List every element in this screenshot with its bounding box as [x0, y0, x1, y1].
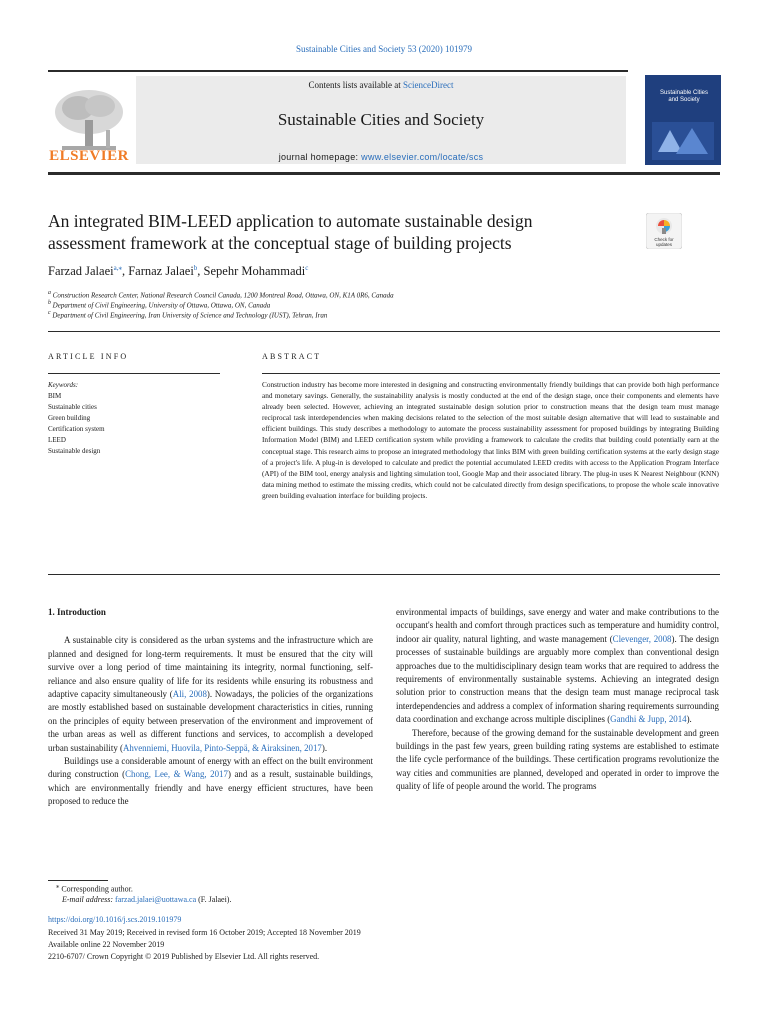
available-online-date: Available online 22 November 2019 — [48, 940, 165, 949]
check-for-updates-icon[interactable] — [646, 213, 682, 249]
affiliation-mark: c — [48, 310, 51, 316]
cover-title-line1: Sustainable Cities — [659, 90, 709, 96]
email-label: E-mail address: — [62, 895, 116, 904]
contents-line — [136, 80, 626, 90]
copyright-line: 2210-6707/ Crown Copyright © 2019 Published by Elsevier Ltd. All rights reserved. — [48, 952, 320, 961]
affiliation — [48, 300, 668, 309]
abstract-rule — [262, 373, 720, 374]
journal-homepage-link[interactable]: www.elsevier.com/locate/scs — [361, 152, 484, 162]
body-paragraph — [48, 634, 373, 755]
body-paragraph: Therefore, because of the growing demand for the sustainable development and green buildings in the past few years, green building rating systems are established to estimate the life cycle performance of the buildings. These certification programs revolutionize the way cities and communities are planned, developed and operated in order to improve the quality of life of people around the world. The programs — [396, 727, 719, 792]
author-affil-mark[interactable]: b — [193, 264, 198, 272]
check-badge-line2: updates — [655, 242, 673, 247]
journal-homepage-line — [136, 152, 626, 162]
footnote-star: ⁎ — [56, 883, 60, 890]
paragraph-text: ). The design processes of sustainable buildings are arguably more complex than conventional design approaches due to the multidisciplinary design team works that are required to address the requirements of environmentally sustainable systems. Achieving an integrated design solution prior to construction means that the design team must manage reciprocal task interdependencies and address a complex of information sharing requirements surrounding data coordination and exchange across multiple disciplines ( — [396, 633, 719, 725]
cover-graphic-icon — [652, 122, 714, 160]
abstract-heading: ABSTRACT — [262, 352, 322, 361]
keyword-item: Sustainable design — [48, 447, 101, 455]
keyword-item: BIM — [48, 392, 62, 400]
citation-link[interactable]: Chong, Lee, & Wang, 2017 — [125, 769, 228, 780]
check-badge-line1: Check for — [654, 237, 674, 242]
affiliation-text: Department of Civil Engineering, Iran University of Science and Technology (IUST), Tehran, Iran — [52, 311, 328, 320]
journal-cover-title — [650, 90, 718, 104]
keywords-block — [48, 380, 218, 457]
paragraph-text: ). — [321, 742, 328, 753]
header-bottom-rule — [48, 172, 720, 175]
footnote-rule — [48, 880, 108, 881]
author-name[interactable]: Farzad Jalaei — [48, 264, 114, 279]
paragraph-text: Buildings use a considerable amount of energy with an effect on the built environment during construction ( — [48, 756, 373, 780]
author-affil-mark[interactable]: a, — [113, 264, 119, 272]
affiliation — [48, 290, 668, 299]
author-list — [48, 264, 648, 279]
title-line-1: An integrated BIM-LEED application to automate sustainable design — [48, 211, 533, 231]
body-column-right — [396, 606, 719, 794]
affiliation — [48, 310, 668, 319]
cover-title-line2: and Society — [668, 97, 700, 103]
paragraph-text: environmental impacts of buildings, save energy and water and make contributions to the occupant's health and comfort through practices such as temperature and humidity control, indoor air quality, natural lighting, and waste management ( — [396, 607, 719, 644]
abstract-text: Construction industry has become more interested in designing and constructing environmentally friendly buildings that can provide both high performance and monetary savings. Generally, the sustainability analysis is mostly conducted at the end of the design stage, once their components and elements have already been selected. However, achieving an integrated sustainable design solution prior to construction means that the design team must manage reciprocal task interdependencies when making decisions related to the selection of the most suitable design alternative that will lead to sustainable and efficient buildings. This study describes a methodology to automate the process sustainability assessment for proposed buildings by integrating Building Information Model (BIM) and LEED certification system while providing a framework to calculate the credits that building could potentially earn at the conceptual stage. This research aims to propose an integrated methodology that links BIM with green building certification systems at the early design stage of a project's life. A plug-in is developed to calculate and predict the potential accumulated LEED credits with access to the Application Program Interface (API) of the BIM tool, energy analysis and lighting simulation tool, Google Map and their associated library. The plug-in uses K Nearest Neighbour (KNN) data mining method to estimate the missing credits, which could not be calculated directly from design specifications, to propose the whole scale innovative green building evaluation interface for building projects. — [262, 380, 719, 500]
footnote-text: Corresponding author. — [61, 884, 133, 894]
article-info-rule — [48, 373, 220, 374]
affiliation-mark: a — [48, 290, 51, 296]
keywords-label: Keywords: — [48, 381, 79, 389]
author-affil-mark[interactable]: c — [305, 264, 309, 272]
abstract-bottom-rule — [48, 574, 720, 575]
email-note — [62, 895, 231, 904]
email-link[interactable]: farzad.jalaei@uottawa.ca — [115, 895, 197, 904]
body-paragraph — [396, 606, 719, 727]
citation-link[interactable]: Gandhi & Jupp, 2014 — [610, 714, 687, 725]
homepage-prefix: journal homepage: — [278, 152, 362, 162]
paragraph-text: A sustainable city is considered as the urban systems and the infrastructure which are planned and designed for long-term requirements. It must be ensured that the city will survive over a long period of time maintaining its integrity, normal functioning, self-reliance and also ensure quality of life for its residents while ensuring its robustness and adaptive capacity simultaneously ( — [48, 635, 373, 700]
corresponding-author-note — [56, 882, 133, 894]
affiliation-text: Department of Civil Engineering, University of Ottawa, Ottawa, ON, Canada — [52, 301, 271, 310]
citation-link[interactable]: Ali, 2008 — [172, 689, 207, 700]
journal-title: Sustainable Cities and Society — [277, 110, 485, 129]
author-separator: , — [197, 264, 204, 279]
article-title — [48, 210, 638, 254]
author-name[interactable]: Sepehr Mohammadi — [203, 264, 306, 279]
author-separator: , — [121, 264, 129, 279]
keyword-item: LEED — [48, 436, 66, 444]
elsevier-wordmark: ELSEVIER — [49, 148, 129, 164]
sciencedirect-link[interactable]: ScienceDirect — [403, 80, 454, 90]
keyword-item: Certification system — [48, 425, 105, 433]
affiliations-rule — [48, 331, 720, 332]
author-name[interactable]: Farnaz Jalaei — [128, 264, 194, 279]
citation-link[interactable]: Ahvenniemi, Huovila, Pinto-Seppä, & Airaksinen, 2017 — [122, 742, 322, 753]
affiliation-text: Construction Research Center, National Research Council Canada, 1200 Montreal Road, Ottawa, ON, K1A 0R6, Canada — [52, 291, 394, 300]
email-suffix: (F. Jalaei). — [196, 895, 232, 904]
section-heading: 1. Introduction — [48, 607, 106, 617]
title-line-2: assessment framework at the conceptual stage of building projects — [48, 233, 512, 253]
body-column-left — [48, 606, 373, 809]
paragraph-text: ) and as a result, sustainable buildings, which are environmentally friendly and have energy efficient structures, have been proposed to reduce the — [48, 769, 373, 807]
paragraph-text: ). — [686, 714, 692, 725]
doi-link[interactable]: https://doi.org/10.1016/j.scs.2019.101979 — [48, 915, 182, 924]
citation-link[interactable]: Clevenger, 2008 — [612, 633, 672, 644]
affiliation-mark: b — [48, 300, 51, 306]
keyword-item: Sustainable cities — [48, 403, 97, 411]
journal-citation[interactable]: Sustainable Cities and Society 53 (2020) 101979 — [296, 44, 472, 54]
article-info-heading: ARTICLE INFO — [48, 352, 129, 361]
received-dates: Received 31 May 2019; Received in revised form 16 October 2019; Accepted 18 November 2019 — [48, 928, 361, 937]
corresponding-author-mark[interactable]: ⁎ — [118, 264, 122, 272]
header-top-rule — [48, 70, 628, 72]
contents-prefix: Contents lists available at — [308, 80, 403, 90]
body-paragraph — [48, 755, 373, 809]
paragraph-text: ). Nowadays, the policies of the organizations are mostly established based on sustainable development characteristics in cities, running on the principles of equity between preservation of the environment and improvement of the urban areas as well as different functions and services, to accomplish a developed urban sustainability ( — [48, 689, 374, 753]
keyword-item: Green building — [48, 414, 91, 422]
